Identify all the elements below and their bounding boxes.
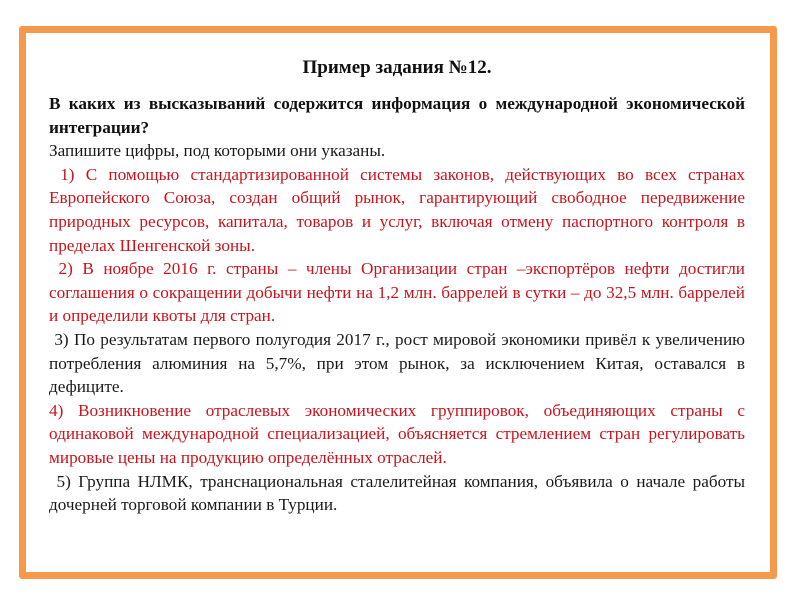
statement-number: 3) bbox=[54, 329, 69, 349]
statement-number: 5) bbox=[56, 471, 71, 491]
statement-1 bbox=[49, 163, 745, 257]
statement-3 bbox=[49, 328, 745, 399]
task-content bbox=[49, 56, 745, 517]
statement-text: По результатам первого полугодия 2017 г., рост мировой экономики привёл к увеличению потребления алюминия на 5,7%, при этом рынок, за исключением Китая, оставался в дефиците. bbox=[49, 329, 746, 397]
task-instruction: Запишите цифры, под которыми они указаны. bbox=[49, 141, 386, 161]
statement-text: Возникновение отраслевых экономических группировок, объединяющих страны с одинаковой международной специализацией, объясняется стремлением стран регулировать мировые цены на продукцию определённых отраслей. bbox=[49, 400, 745, 467]
task-title: Пример задания №12. bbox=[302, 57, 492, 78]
statement-2 bbox=[49, 257, 745, 328]
statement-number: 1) bbox=[60, 164, 75, 184]
statement-number: 2) bbox=[58, 259, 73, 279]
statement-4 bbox=[49, 399, 745, 470]
statement-text: Группа НЛМК, транснациональная сталелитейная компания, объявила о начале работы дочерней торговой компании в Турции. bbox=[49, 471, 745, 515]
statement-text: С помощью стандартизированной системы законов, действующих во всех странах Европейского Союза, создан общий рынок, гарантирующий свободное передвижение природных ресурсов, капитала, товаров и услуг, включая отмену паспортного контроля в пределах Шенгенской зоны. bbox=[49, 164, 745, 255]
statement-text: В ноябре 2016 г. страны – члены Организации стран –экспортёров нефти достигли соглашения о сокращении добычи нефти на 1,2 млн. баррелей в сутки – до 32,5 млн. баррелей и определили квоты для стран. bbox=[49, 259, 746, 326]
statement-5 bbox=[49, 470, 745, 517]
statement-number: 4) bbox=[49, 400, 64, 420]
task-question: В каких из высказываний содержится информация о международной экономической интеграции? bbox=[49, 94, 745, 137]
